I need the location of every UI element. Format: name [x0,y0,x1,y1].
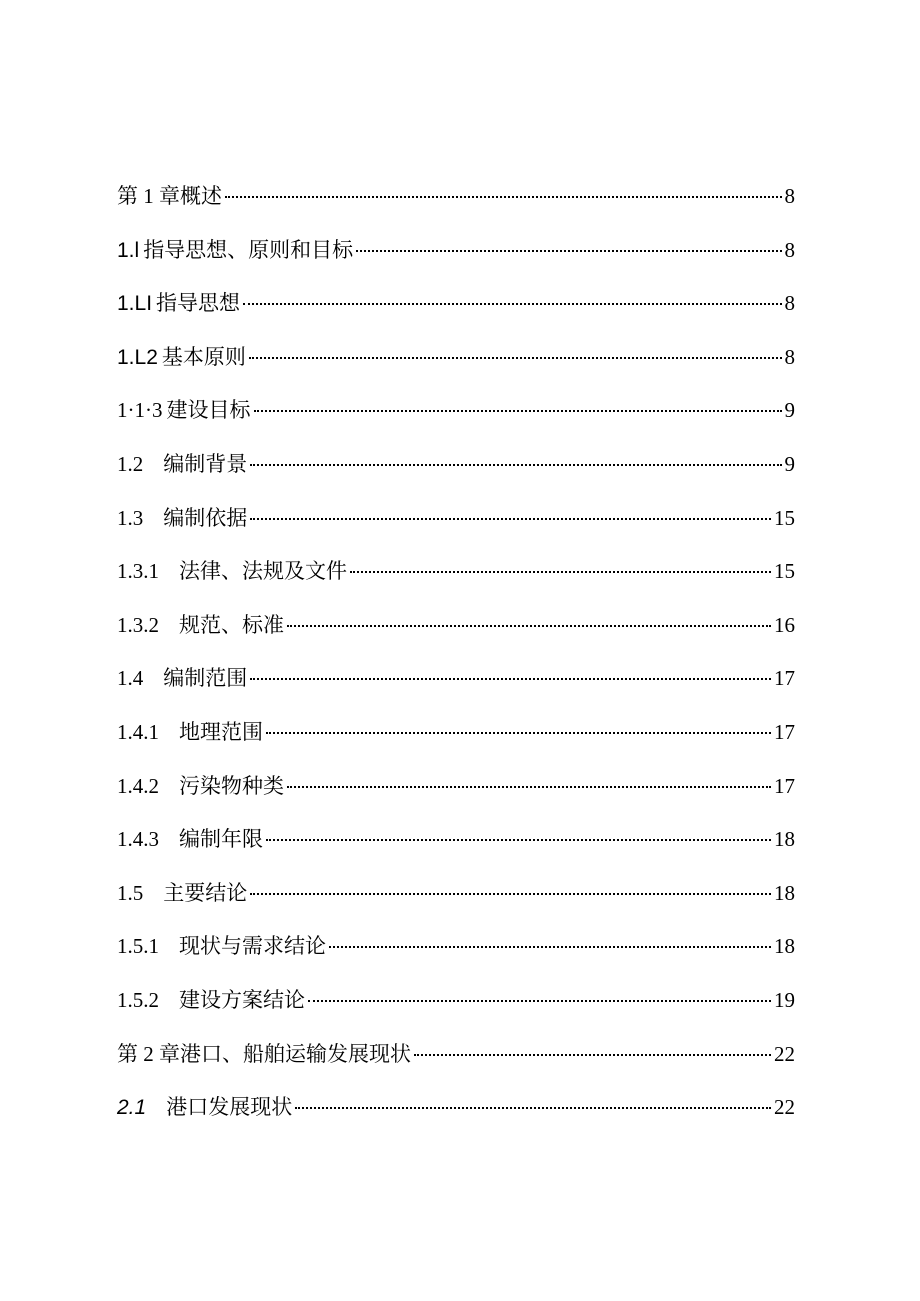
toc-entry-1-4[interactable] [117,652,795,706]
toc-entry-page: 9 [784,398,795,423]
toc-entry-page: 8 [784,344,795,369]
toc-entry-1-5-1[interactable] [117,920,795,974]
dot-leader [414,1054,771,1056]
dot-leader [295,1107,771,1109]
dot-leader [308,1000,771,1002]
toc-entry-page: 18 [774,934,795,959]
toc-entry-1-3-1[interactable] [117,545,795,599]
dot-leader [250,518,771,520]
toc-entry-number: 1.5.1 [117,934,159,959]
toc-entry-1-3-2[interactable] [117,599,795,653]
toc-entry-number: 第 2 章 [117,1041,180,1066]
toc-entry-title: 港口、船舶运输发展现状 [180,1041,411,1066]
toc-entry-number: 1.5.2 [117,987,159,1012]
dot-leader [266,839,771,841]
toc-entry-1-4-2[interactable] [117,760,795,814]
toc-entry-title: 建设目标 [166,398,251,423]
toc-entry-page: 17 [774,719,795,744]
toc-entry-number: 1.4.2 [117,773,159,798]
toc-entry-title: 编制背景 [163,451,248,476]
toc-entry-title: 污染物种类 [179,773,284,798]
toc-entry-1-1-1[interactable] [117,277,795,331]
toc-entry-title: 概述 [180,184,222,208]
toc-entry-title: 编制年限 [179,827,263,852]
toc-entry-1-2[interactable] [117,438,795,492]
dot-leader [243,303,781,305]
dot-leader [249,357,782,359]
toc-entry-page: 18 [774,880,795,905]
toc-entry-title: 主要结论 [163,880,248,905]
toc-entry-chapter-2[interactable] [117,1028,795,1082]
dot-leader [250,678,771,680]
toc-entry-title: 地理范围 [179,719,263,744]
dot-leader [287,786,771,788]
toc-entry-page: 17 [774,773,795,798]
toc-entry-page: 22 [774,1095,795,1120]
toc-entry-title: 编制依据 [163,505,248,530]
toc-entry-number: 1.LI [117,292,153,316]
toc-entry-1-4-3[interactable] [117,813,795,867]
toc-entry-number: 1.2 [117,451,144,476]
toc-entry-number: 1.L2 [117,345,158,369]
dot-leader [287,625,771,627]
toc-entry-1-1-2[interactable] [117,331,795,385]
toc-entry-title: 编制范围 [163,666,248,691]
dot-leader [254,410,782,412]
dot-leader [250,464,781,466]
toc-entry-number: 1.5 [117,880,144,905]
toc-entry-title: 指导思想、原则和目标 [143,237,354,262]
toc-entry-2-1[interactable] [117,1081,795,1135]
toc-entry-number: 1.3.1 [117,559,159,584]
dot-leader [250,893,771,895]
toc-entry-1-1-3[interactable] [117,384,795,438]
toc-entry-number: 1.4 [117,666,144,691]
toc-entry-page: 9 [784,451,795,476]
toc-entry-number: 第 1 章 [117,184,180,208]
toc-entry-title: 规范、标准 [179,612,284,637]
toc-entry-1-5[interactable] [117,867,795,921]
toc-entry-1-3[interactable] [117,492,795,546]
toc-entry-number: 1.4.3 [117,827,159,852]
toc-entry-number: 2.1 [117,1096,147,1120]
toc-entry-number: 1·1·3 [117,398,163,423]
toc-entry-page: 18 [774,827,795,852]
toc-entry-number: 1.3.2 [117,612,159,637]
toc-entry-number: 1.l [117,238,140,262]
toc-entry-page: 15 [774,505,795,530]
toc-entry-page: 16 [774,612,795,637]
toc-entry-page: 17 [774,666,795,691]
toc-entry-number: 1.4.1 [117,719,159,744]
toc-entry-1-5-2[interactable] [117,974,795,1028]
toc-entry-page: 8 [784,291,795,316]
toc-entry-page: 8 [784,184,795,208]
toc-entry-title: 港口发展现状 [166,1095,293,1120]
toc-entry-title: 指导思想 [156,291,241,316]
toc-entry-number: 1.3 [117,505,144,530]
dot-leader [266,732,771,734]
toc-entry-1-4-1[interactable] [117,706,795,760]
toc-entry-title: 基本原则 [161,344,246,369]
toc-entry-page: 22 [774,1041,795,1066]
dot-leader [356,250,781,252]
dot-leader [225,196,782,198]
dot-leader [329,946,771,948]
toc-entry-page: 19 [774,987,795,1012]
toc-entry-page: 15 [774,559,795,584]
toc-entry-chapter-1[interactable] [117,170,795,224]
toc-entry-title: 现状与需求结论 [179,934,326,959]
toc-entry-page: 8 [784,237,795,262]
toc-entry-title: 建设方案结论 [179,987,305,1012]
dot-leader [350,571,771,573]
table-of-contents [117,170,795,1135]
toc-entry-1-1[interactable] [117,224,795,278]
toc-entry-title: 法律、法规及文件 [179,559,347,584]
